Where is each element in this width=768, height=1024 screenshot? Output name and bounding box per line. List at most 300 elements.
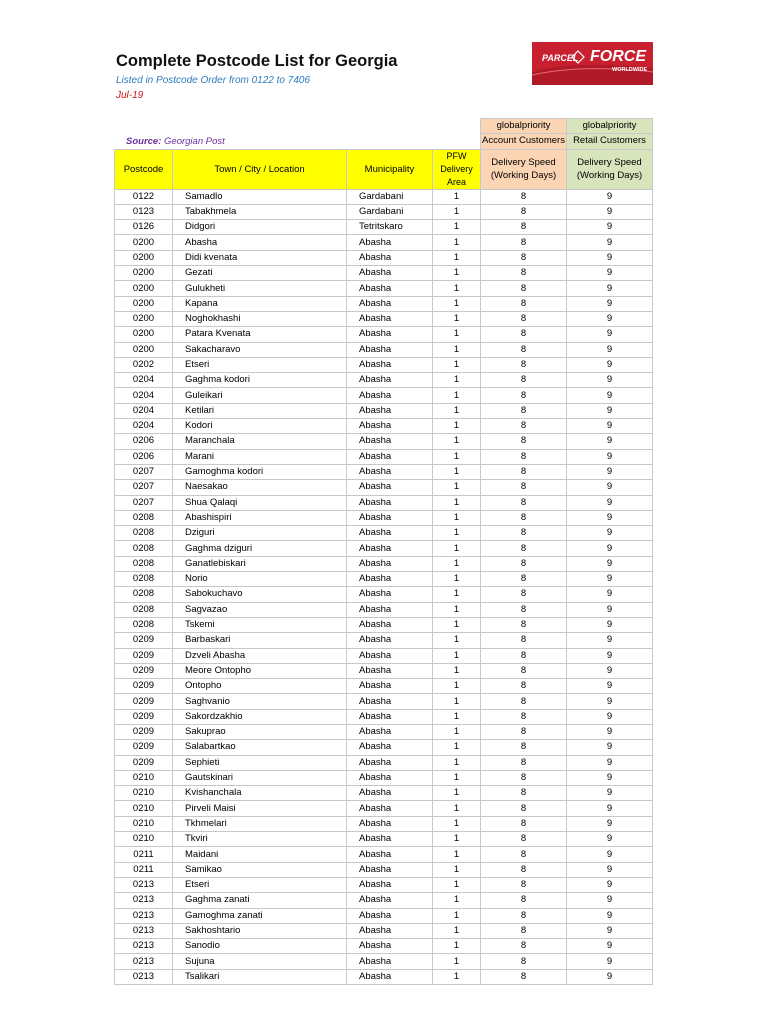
municipality-cell: Abasha xyxy=(347,740,433,755)
pfw-area-cell: 1 xyxy=(433,281,481,296)
town-cell: Abashispiri xyxy=(173,510,347,525)
account-speed-cell: 8 xyxy=(481,648,567,663)
postcode-cell: 0209 xyxy=(115,679,173,694)
postcode-cell: 0207 xyxy=(115,480,173,495)
account-speed-cell: 8 xyxy=(481,204,567,219)
retail-speed-cell: 9 xyxy=(567,709,653,724)
retail-speed-cell: 9 xyxy=(567,526,653,541)
town-cell: Etseri xyxy=(173,877,347,892)
municipality-cell: Gardabani xyxy=(347,204,433,219)
pfw-area-cell: 1 xyxy=(433,755,481,770)
pfw-area-cell: 1 xyxy=(433,877,481,892)
municipality-cell: Abasha xyxy=(347,250,433,265)
municipality-cell: Abasha xyxy=(347,893,433,908)
account-speed-cell: 8 xyxy=(481,495,567,510)
retail-speed-cell: 9 xyxy=(567,633,653,648)
pfw-area-cell: 1 xyxy=(433,724,481,739)
account-customers-header: Account Customers xyxy=(481,134,567,149)
pfw-area-cell: 1 xyxy=(433,235,481,250)
table-row xyxy=(115,816,653,831)
municipality-cell: Abasha xyxy=(347,694,433,709)
postcode-cell: 0213 xyxy=(115,877,173,892)
account-speed-cell: 8 xyxy=(481,403,567,418)
account-speed-cell: 8 xyxy=(481,510,567,525)
pfw-area-cell: 1 xyxy=(433,740,481,755)
pfw-area-cell: 1 xyxy=(433,633,481,648)
page-title: Complete Postcode List for Georgia xyxy=(116,52,398,70)
postcode-cell: 0204 xyxy=(115,403,173,418)
account-speed-cell: 8 xyxy=(481,480,567,495)
retail-speed-cell: 9 xyxy=(567,602,653,617)
postcode-cell: 0210 xyxy=(115,770,173,785)
retail-speed-cell: 9 xyxy=(567,648,653,663)
table-row xyxy=(115,633,653,648)
table-row xyxy=(115,847,653,862)
postcode-cell: 0208 xyxy=(115,526,173,541)
postcode-cell: 0213 xyxy=(115,923,173,938)
town-cell: Noghokhashi xyxy=(173,311,347,326)
retail-speed-cell: 9 xyxy=(567,770,653,785)
account-speed-cell: 8 xyxy=(481,541,567,556)
pfw-area-cell: 1 xyxy=(433,663,481,678)
town-cell: Gautskinari xyxy=(173,770,347,785)
postcode-cell: 0209 xyxy=(115,633,173,648)
town-column-header: Town / City / Location xyxy=(173,149,347,189)
retail-speed-cell: 9 xyxy=(567,220,653,235)
postcode-column-header: Postcode xyxy=(115,149,173,189)
pfw-area-cell: 1 xyxy=(433,954,481,969)
municipality-cell: Abasha xyxy=(347,633,433,648)
retail-speed-cell: 9 xyxy=(567,740,653,755)
table-row xyxy=(115,266,653,281)
retail-speed-cell: 9 xyxy=(567,724,653,739)
town-cell: Sagvazao xyxy=(173,602,347,617)
pfw-area-cell: 1 xyxy=(433,770,481,785)
town-cell: Gaghma zanati xyxy=(173,893,347,908)
municipality-cell: Abasha xyxy=(347,342,433,357)
table-row xyxy=(115,939,653,954)
gp-account-header: globalpriority xyxy=(481,119,567,134)
pfw-area-cell: 1 xyxy=(433,572,481,587)
municipality-cell: Abasha xyxy=(347,969,433,984)
retail-speed-cell: 9 xyxy=(567,281,653,296)
municipality-cell: Abasha xyxy=(347,419,433,434)
header-row-1 xyxy=(115,119,653,134)
postcode-cell: 0209 xyxy=(115,709,173,724)
postcode-cell: 0208 xyxy=(115,602,173,617)
table-row xyxy=(115,617,653,632)
municipality-cell: Abasha xyxy=(347,556,433,571)
table-row xyxy=(115,694,653,709)
account-speed-cell: 8 xyxy=(481,357,567,372)
postcode-cell: 0207 xyxy=(115,464,173,479)
pfw-area-cell: 1 xyxy=(433,556,481,571)
municipality-cell: Abasha xyxy=(347,648,433,663)
retail-speed-cell: 9 xyxy=(567,419,653,434)
table-row xyxy=(115,403,653,418)
town-cell: Tabakhmela xyxy=(173,204,347,219)
table-row xyxy=(115,526,653,541)
source-label: Source: xyxy=(126,136,162,147)
table-row xyxy=(115,587,653,602)
retail-speed-cell: 9 xyxy=(567,296,653,311)
postcode-cell: 0209 xyxy=(115,740,173,755)
account-speed-cell: 8 xyxy=(481,587,567,602)
pfw-area-cell: 1 xyxy=(433,847,481,862)
account-speed-cell: 8 xyxy=(481,526,567,541)
postcode-cell: 0204 xyxy=(115,419,173,434)
retail-speed-cell: 9 xyxy=(567,449,653,464)
retail-speed-cell: 9 xyxy=(567,480,653,495)
municipality-cell: Abasha xyxy=(347,832,433,847)
account-speed-cell: 8 xyxy=(481,663,567,678)
postcode-table xyxy=(114,118,653,985)
pfw-area-cell: 1 xyxy=(433,541,481,556)
table-row xyxy=(115,388,653,403)
account-speed-cell: 8 xyxy=(481,434,567,449)
town-cell: Marani xyxy=(173,449,347,464)
account-speed-cell: 8 xyxy=(481,908,567,923)
town-cell: Kvishanchala xyxy=(173,786,347,801)
retail-speed-cell: 9 xyxy=(567,357,653,372)
pfw-area-cell: 1 xyxy=(433,617,481,632)
town-cell: Ontopho xyxy=(173,679,347,694)
table-row xyxy=(115,755,653,770)
retail-speed-cell: 9 xyxy=(567,786,653,801)
postcode-cell: 0210 xyxy=(115,832,173,847)
municipality-cell: Abasha xyxy=(347,602,433,617)
table-row xyxy=(115,296,653,311)
municipality-cell: Gardabani xyxy=(347,189,433,204)
table-row xyxy=(115,969,653,984)
pfw-area-cell: 1 xyxy=(433,480,481,495)
account-speed-cell: 8 xyxy=(481,327,567,342)
municipality-column-header: Municipality xyxy=(347,149,433,189)
municipality-cell: Abasha xyxy=(347,373,433,388)
account-speed-cell: 8 xyxy=(481,220,567,235)
pfw-area-cell: 1 xyxy=(433,220,481,235)
account-speed-cell: 8 xyxy=(481,724,567,739)
parcelforce-logo xyxy=(532,42,653,85)
retail-speed-cell: 9 xyxy=(567,342,653,357)
retail-speed-cell: 9 xyxy=(567,311,653,326)
retail-speed-cell: 9 xyxy=(567,235,653,250)
postcode-cell: 0210 xyxy=(115,801,173,816)
logo-text-force: FORCE xyxy=(590,48,646,65)
postcode-cell: 0204 xyxy=(115,388,173,403)
table-row xyxy=(115,908,653,923)
account-speed-cell: 8 xyxy=(481,969,567,984)
account-speed-cell: 8 xyxy=(481,464,567,479)
logo-text-parcel: PARCEL xyxy=(542,53,579,63)
pfw-area-cell: 1 xyxy=(433,296,481,311)
account-speed-cell: 8 xyxy=(481,311,567,326)
account-speed-cell: 8 xyxy=(481,633,567,648)
postcode-cell: 0204 xyxy=(115,373,173,388)
town-cell: Tkviri xyxy=(173,832,347,847)
postcode-cell: 0208 xyxy=(115,572,173,587)
retail-speed-cell: 9 xyxy=(567,266,653,281)
town-cell: Naesakao xyxy=(173,480,347,495)
account-speed-cell: 8 xyxy=(481,679,567,694)
town-cell: Pirveli Maisi xyxy=(173,801,347,816)
municipality-cell: Abasha xyxy=(347,526,433,541)
table-row xyxy=(115,832,653,847)
retail-speed-cell: 9 xyxy=(567,572,653,587)
postcode-cell: 0210 xyxy=(115,816,173,831)
municipality-cell: Abasha xyxy=(347,724,433,739)
municipality-cell: Abasha xyxy=(347,877,433,892)
postcode-cell: 0206 xyxy=(115,434,173,449)
retail-speed-cell: 9 xyxy=(567,663,653,678)
municipality-cell: Abasha xyxy=(347,587,433,602)
retail-speed-cell: 9 xyxy=(567,862,653,877)
municipality-cell: Abasha xyxy=(347,327,433,342)
postcode-cell: 0209 xyxy=(115,648,173,663)
town-cell: Sakuprao xyxy=(173,724,347,739)
town-cell: Didi kvenata xyxy=(173,250,347,265)
header-row-3 xyxy=(115,149,653,189)
table-row xyxy=(115,357,653,372)
pfw-area-cell: 1 xyxy=(433,495,481,510)
pfw-area-cell: 1 xyxy=(433,526,481,541)
pfw-area-cell: 1 xyxy=(433,816,481,831)
municipality-cell: Abasha xyxy=(347,862,433,877)
municipality-cell: Abasha xyxy=(347,786,433,801)
table-row xyxy=(115,434,653,449)
table-row xyxy=(115,464,653,479)
account-speed-cell: 8 xyxy=(481,862,567,877)
pfw-area-cell: 1 xyxy=(433,189,481,204)
postcode-cell: 0126 xyxy=(115,220,173,235)
retail-speed-cell: 9 xyxy=(567,434,653,449)
postcode-cell: 0213 xyxy=(115,893,173,908)
account-speed-cell: 8 xyxy=(481,419,567,434)
account-speed-cell: 8 xyxy=(481,281,567,296)
table-row xyxy=(115,663,653,678)
town-cell: Gaghma dziguri xyxy=(173,541,347,556)
municipality-cell: Abasha xyxy=(347,480,433,495)
pfw-area-cell: 1 xyxy=(433,419,481,434)
municipality-cell: Abasha xyxy=(347,266,433,281)
town-cell: Ketilari xyxy=(173,403,347,418)
postcode-cell: 0200 xyxy=(115,311,173,326)
account-speed-cell: 8 xyxy=(481,877,567,892)
table-row xyxy=(115,954,653,969)
postcode-cell: 0208 xyxy=(115,556,173,571)
municipality-cell: Abasha xyxy=(347,464,433,479)
postcode-cell: 0200 xyxy=(115,327,173,342)
pfw-area-cell: 1 xyxy=(433,204,481,219)
postcode-cell: 0208 xyxy=(115,510,173,525)
pfw-area-cell: 1 xyxy=(433,679,481,694)
retail-speed-cell: 9 xyxy=(567,373,653,388)
table-row xyxy=(115,510,653,525)
table-row xyxy=(115,327,653,342)
municipality-cell: Abasha xyxy=(347,770,433,785)
town-cell: Ganatlebiskari xyxy=(173,556,347,571)
retail-speed-cell: 9 xyxy=(567,556,653,571)
account-speed-cell: 8 xyxy=(481,740,567,755)
town-cell: Sakacharavo xyxy=(173,342,347,357)
pfw-area-cell: 1 xyxy=(433,311,481,326)
postcode-cell: 0208 xyxy=(115,617,173,632)
pfw-area-cell: 1 xyxy=(433,939,481,954)
town-cell: Guleikari xyxy=(173,388,347,403)
postcode-cell: 0200 xyxy=(115,250,173,265)
town-cell: Kodori xyxy=(173,419,347,434)
postcode-cell: 0211 xyxy=(115,847,173,862)
town-cell: Sephieti xyxy=(173,755,347,770)
retail-speed-cell: 9 xyxy=(567,954,653,969)
postcode-cell: 0213 xyxy=(115,969,173,984)
pfw-area-cell: 1 xyxy=(433,923,481,938)
pfw-area-cell: 1 xyxy=(433,266,481,281)
table-row xyxy=(115,480,653,495)
town-cell: Gaghma kodori xyxy=(173,373,347,388)
town-cell: Tsalikari xyxy=(173,969,347,984)
table-row xyxy=(115,923,653,938)
account-speed-cell: 8 xyxy=(481,893,567,908)
postcode-cell: 0200 xyxy=(115,266,173,281)
account-speed-cell: 8 xyxy=(481,694,567,709)
table-row xyxy=(115,786,653,801)
postcode-cell: 0213 xyxy=(115,908,173,923)
retail-speed-cell: 9 xyxy=(567,908,653,923)
town-cell: Gulukheti xyxy=(173,281,347,296)
municipality-cell: Abasha xyxy=(347,847,433,862)
account-speed-cell: 8 xyxy=(481,923,567,938)
pfw-area-cell: 1 xyxy=(433,388,481,403)
municipality-cell: Abasha xyxy=(347,755,433,770)
account-speed-cell: 8 xyxy=(481,847,567,862)
table-row xyxy=(115,541,653,556)
retail-speed-cell: 9 xyxy=(567,327,653,342)
table-row xyxy=(115,220,653,235)
retail-speed-cell: 9 xyxy=(567,939,653,954)
town-cell: Abasha xyxy=(173,235,347,250)
town-cell: Maranchala xyxy=(173,434,347,449)
table-row xyxy=(115,189,653,204)
pfw-area-cell: 1 xyxy=(433,587,481,602)
town-cell: Kapana xyxy=(173,296,347,311)
retail-speed-cell: 9 xyxy=(567,893,653,908)
postcode-cell: 0208 xyxy=(115,587,173,602)
account-speed-cell: 8 xyxy=(481,602,567,617)
municipality-cell: Abasha xyxy=(347,388,433,403)
pfw-area-cell: 1 xyxy=(433,801,481,816)
municipality-cell: Abasha xyxy=(347,541,433,556)
pfw-area-cell: 1 xyxy=(433,694,481,709)
table-row xyxy=(115,648,653,663)
town-cell: Sanodio xyxy=(173,939,347,954)
town-cell: Salabartkao xyxy=(173,740,347,755)
account-speed-cell: 8 xyxy=(481,572,567,587)
account-speed-cell: 8 xyxy=(481,832,567,847)
municipality-cell: Abasha xyxy=(347,954,433,969)
table-row xyxy=(115,801,653,816)
postcode-cell: 0213 xyxy=(115,939,173,954)
municipality-cell: Abasha xyxy=(347,281,433,296)
logo-text-worldwide: WORLDWIDE xyxy=(612,67,648,73)
account-speed-cell: 8 xyxy=(481,709,567,724)
municipality-cell: Abasha xyxy=(347,235,433,250)
postcode-cell: 0200 xyxy=(115,296,173,311)
municipality-cell: Abasha xyxy=(347,663,433,678)
account-speed-cell: 8 xyxy=(481,373,567,388)
postcode-cell: 0209 xyxy=(115,755,173,770)
postcode-cell: 0200 xyxy=(115,342,173,357)
account-speed-cell: 8 xyxy=(481,770,567,785)
postcode-cell: 0209 xyxy=(115,694,173,709)
table-row xyxy=(115,281,653,296)
municipality-cell: Abasha xyxy=(347,403,433,418)
town-cell: Samadlo xyxy=(173,189,347,204)
report-date: Jul-19 xyxy=(116,90,144,101)
retail-speed-cell: 9 xyxy=(567,969,653,984)
pfw-area-cell: 1 xyxy=(433,893,481,908)
municipality-cell: Abasha xyxy=(347,923,433,938)
postcode-cell: 0208 xyxy=(115,541,173,556)
municipality-cell: Abasha xyxy=(347,434,433,449)
town-cell: Sabokuchavo xyxy=(173,587,347,602)
table-row xyxy=(115,235,653,250)
postcode-cell: 0211 xyxy=(115,862,173,877)
pfw-area-cell: 1 xyxy=(433,786,481,801)
table-row xyxy=(115,204,653,219)
pfw-area-cell: 1 xyxy=(433,434,481,449)
retail-speed-cell: 9 xyxy=(567,847,653,862)
municipality-cell: Abasha xyxy=(347,572,433,587)
municipality-cell: Abasha xyxy=(347,495,433,510)
account-speed-cell: 8 xyxy=(481,617,567,632)
retail-speed-cell: 9 xyxy=(567,587,653,602)
municipality-cell: Abasha xyxy=(347,296,433,311)
postcode-cell: 0202 xyxy=(115,357,173,372)
pfw-area-cell: 1 xyxy=(433,327,481,342)
table-row xyxy=(115,679,653,694)
town-cell: Shua Qalaqi xyxy=(173,495,347,510)
municipality-cell: Abasha xyxy=(347,908,433,923)
town-cell: Patara Kvenata xyxy=(173,327,347,342)
account-speed-cell: 8 xyxy=(481,755,567,770)
table-row xyxy=(115,862,653,877)
retail-speed-cell: 9 xyxy=(567,923,653,938)
header-row-2 xyxy=(115,134,653,149)
retail-customers-header: Retail Customers xyxy=(567,134,653,149)
retail-speed-cell: 9 xyxy=(567,679,653,694)
account-speed-cell: 8 xyxy=(481,449,567,464)
account-speed-cell: 8 xyxy=(481,189,567,204)
town-cell: Gamoghma kodori xyxy=(173,464,347,479)
account-speed-cell: 8 xyxy=(481,342,567,357)
table-row xyxy=(115,342,653,357)
table-row xyxy=(115,556,653,571)
account-speed-cell: 8 xyxy=(481,954,567,969)
town-cell: Tskemi xyxy=(173,617,347,632)
retail-speed-cell: 9 xyxy=(567,801,653,816)
account-speed-cell: 8 xyxy=(481,786,567,801)
town-cell: Gezati xyxy=(173,266,347,281)
account-speed-cell: 8 xyxy=(481,801,567,816)
postcode-cell: 0209 xyxy=(115,724,173,739)
pfw-area-cell: 1 xyxy=(433,250,481,265)
municipality-cell: Tetritskaro xyxy=(347,220,433,235)
municipality-cell: Abasha xyxy=(347,939,433,954)
postcode-cell: 0200 xyxy=(115,281,173,296)
postcode-cell: 0209 xyxy=(115,663,173,678)
town-cell: Dzveli Abasha xyxy=(173,648,347,663)
